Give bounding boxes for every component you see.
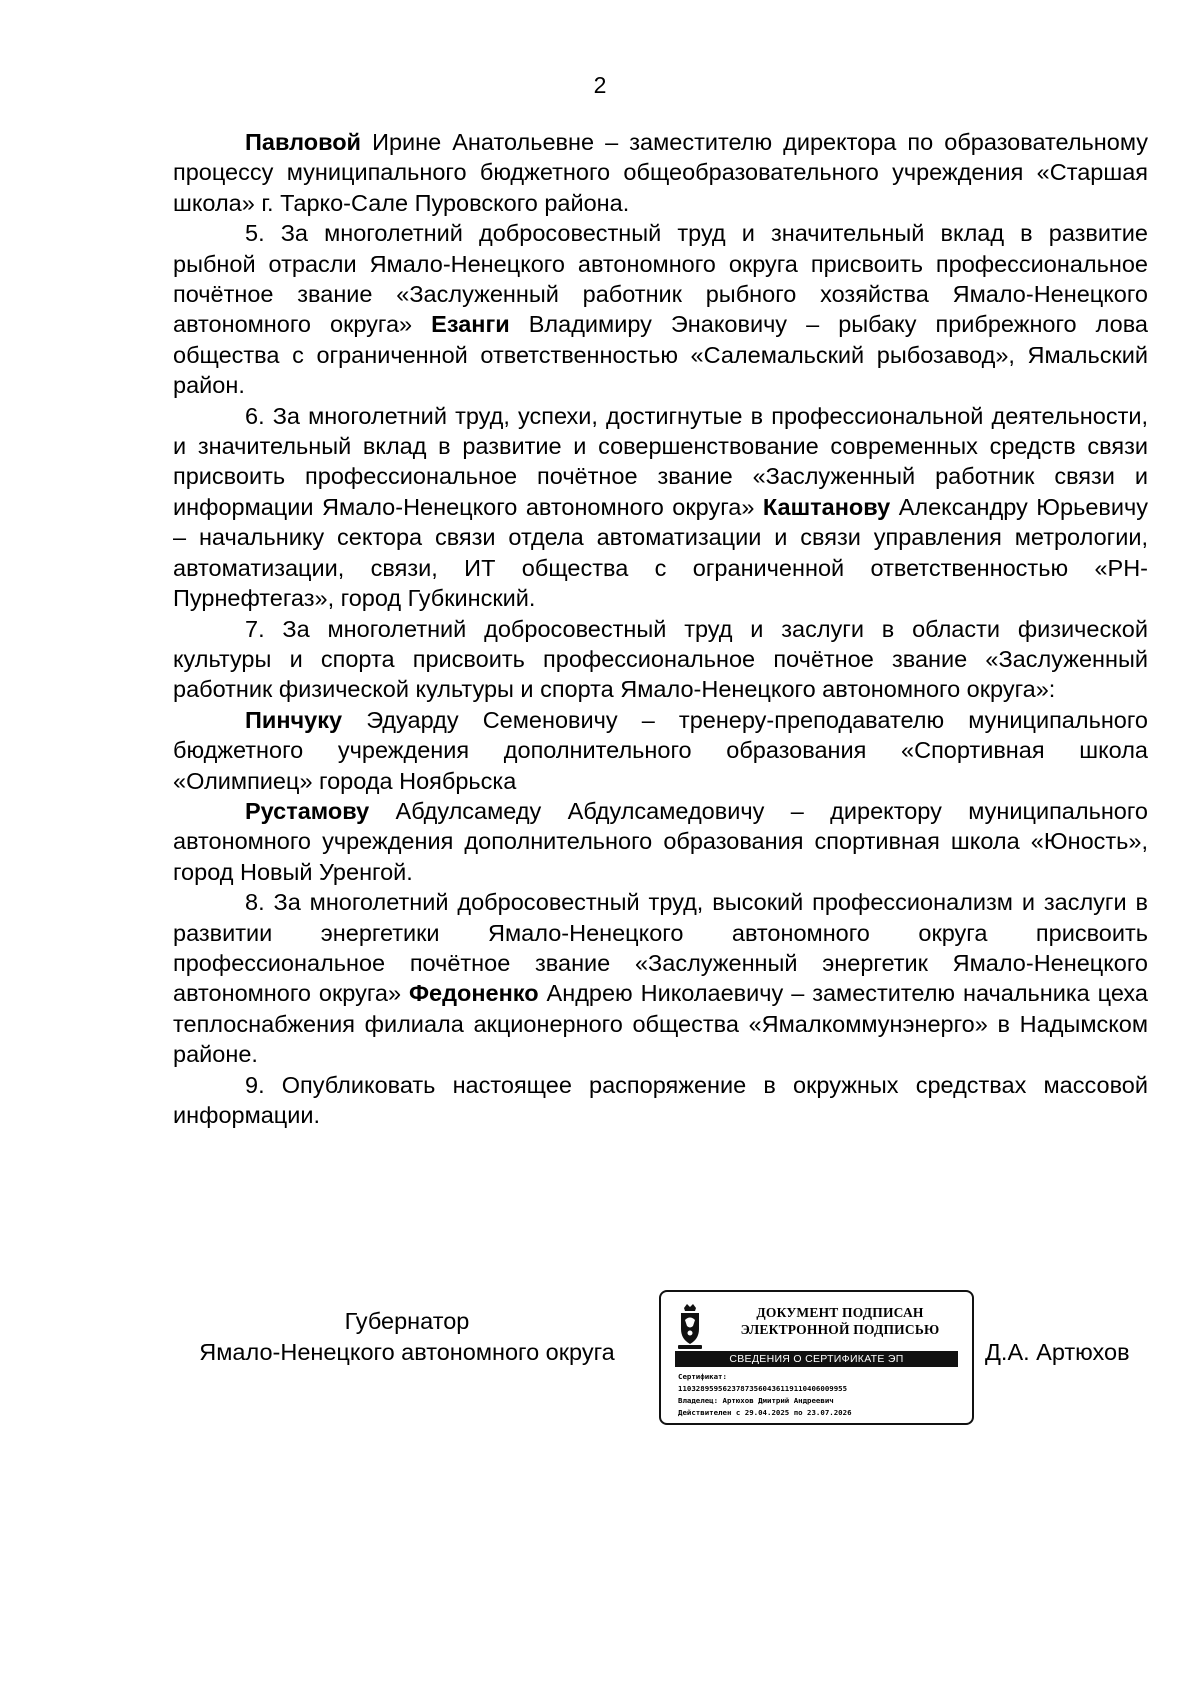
- certificate-label: Сертификат:: [678, 1372, 727, 1381]
- paragraph-text: Александру Юрьевичу – начальнику сектора связи отдела автоматизации и связи управления метрологии, автоматизации, связи, ИТ общества с ограниченной ответственностью «РН-Пурнефтегаз», город Губкинский.: [173, 493, 1148, 612]
- paragraph-text: 5. За многолетний добросовестный труд и значительный вклад в развитие рыбной отрасли Ямало-Ненецкого автономного округа присвоить профессиональное почётное звание «Заслуженный работник рыбного хозяйства Ямало-Ненецкого автономного округа»: [173, 220, 1148, 338]
- certificate-details: [678, 1371, 968, 1419]
- awardee-name: Каштанову: [762, 493, 891, 520]
- certificate-validity: Действителен с 29.04.2025 по 23.07.2026: [678, 1408, 852, 1417]
- paragraph-item-5: [173, 218, 1148, 400]
- paragraph-text: Абдулсамеду Абдулсамедовичу – директору муниципального автономного учреждения дополнительного образования спортивная школа «Юность», город Новый Уренгой.: [173, 797, 1148, 885]
- paragraph-item-9: 9. Опубликовать настоящее распоряжение в окружных средствах массовой информации.: [173, 1071, 1148, 1128]
- paragraph-text: 8. За многолетний добросовестный труд, высокий профессионализм и заслуги в развитии энергетики Ямало-Ненецкого автономного округа присвоить профессиональное почётное звание «Заслуженный энергетик Ямало-Ненецкого автономного округа»: [173, 889, 1148, 1007]
- signer-name: Д.А. Артюхов: [985, 1339, 1130, 1365]
- paragraph-text: 6. За многолетний труд, успехи, достигнутые в профессиональной деятельности, и значительный вклад в развитие и совершенствование современных средств связи присвоить профессиональное почётное звание «Заслуженный работник связи и информации Ямало-Ненецкого автономного округа»: [173, 402, 1148, 520]
- paragraph-pavlova: [173, 127, 1148, 218]
- awardee-name: Рустамову: [245, 797, 370, 824]
- document-body: [173, 127, 1148, 1130]
- certificate-number: 110328959562378735604361191104060099​55: [678, 1384, 848, 1393]
- stamp-title-line: ЭЛЕКТРОННОЙ ПОДПИСЬЮ: [740, 1322, 940, 1337]
- certificate-info-bar: СВЕДЕНИЯ О СЕРТИФИКАТЕ ЭП: [675, 1351, 958, 1367]
- position-region: Ямало-Ненецкого автономного округа: [199, 1339, 615, 1365]
- stamp-title: [721, 1304, 959, 1338]
- paragraph-text: Эдуарду Семеновичу – тренеру-преподавателю муниципального бюджетного учреждения дополнительного образования «Спортивная школа «Олимпиец» города Ноябрьска: [173, 706, 1148, 794]
- paragraph-item-6: [173, 401, 1148, 614]
- yanao-coat-of-arms-icon: [675, 1302, 705, 1350]
- awardee-name: Езанги: [431, 311, 510, 338]
- awardee-name: Пинчуку: [245, 706, 343, 733]
- position-title: Губернатор: [344, 1308, 470, 1334]
- awardee-name: Павловой: [245, 129, 362, 155]
- paragraph-text: Владимиру Энаковичу – рыбаку прибрежного лова общества с ограниченной ответственностью «Салемальский рыбозавод», Ямальский район.: [173, 311, 1148, 399]
- page-number: 2: [593, 72, 607, 98]
- paragraph-item-8: [173, 887, 1148, 1069]
- paragraph-text: Ирине Анатольевне – заместителю директора по образовательному процессу муниципального бюджетного общеобразовательного учреждения «Старшая школа» г. Тарко-Сале Пуровского района.: [173, 129, 1148, 216]
- awardee-name: Федоненко: [408, 980, 539, 1007]
- certificate-owner: Владелец: Артюхов Дмитрий Андреевич: [678, 1396, 834, 1405]
- paragraph-item-7: 7. За многолетний добросовестный труд и заслуги в области физической культуры и спорта присвоить профессиональное почётное звание «Заслуженный работник физической культуры и спорта Ямало-Ненецкого автономного округа»:: [173, 615, 1148, 703]
- paragraph-text: Андрею Николаевичу – заместителю начальника цеха теплоснабжения филиала акционерного общества «Ямалкоммунэнерго» в Надымском районе.: [173, 980, 1148, 1068]
- stamp-title-line: ДОКУМЕНТ ПОДПИСАН: [756, 1305, 924, 1320]
- paragraph-pinchuk: [173, 705, 1148, 796]
- electronic-signature-stamp: [659, 1290, 974, 1425]
- signatory-position: [172, 1306, 642, 1368]
- paragraph-rustamov: [173, 796, 1148, 887]
